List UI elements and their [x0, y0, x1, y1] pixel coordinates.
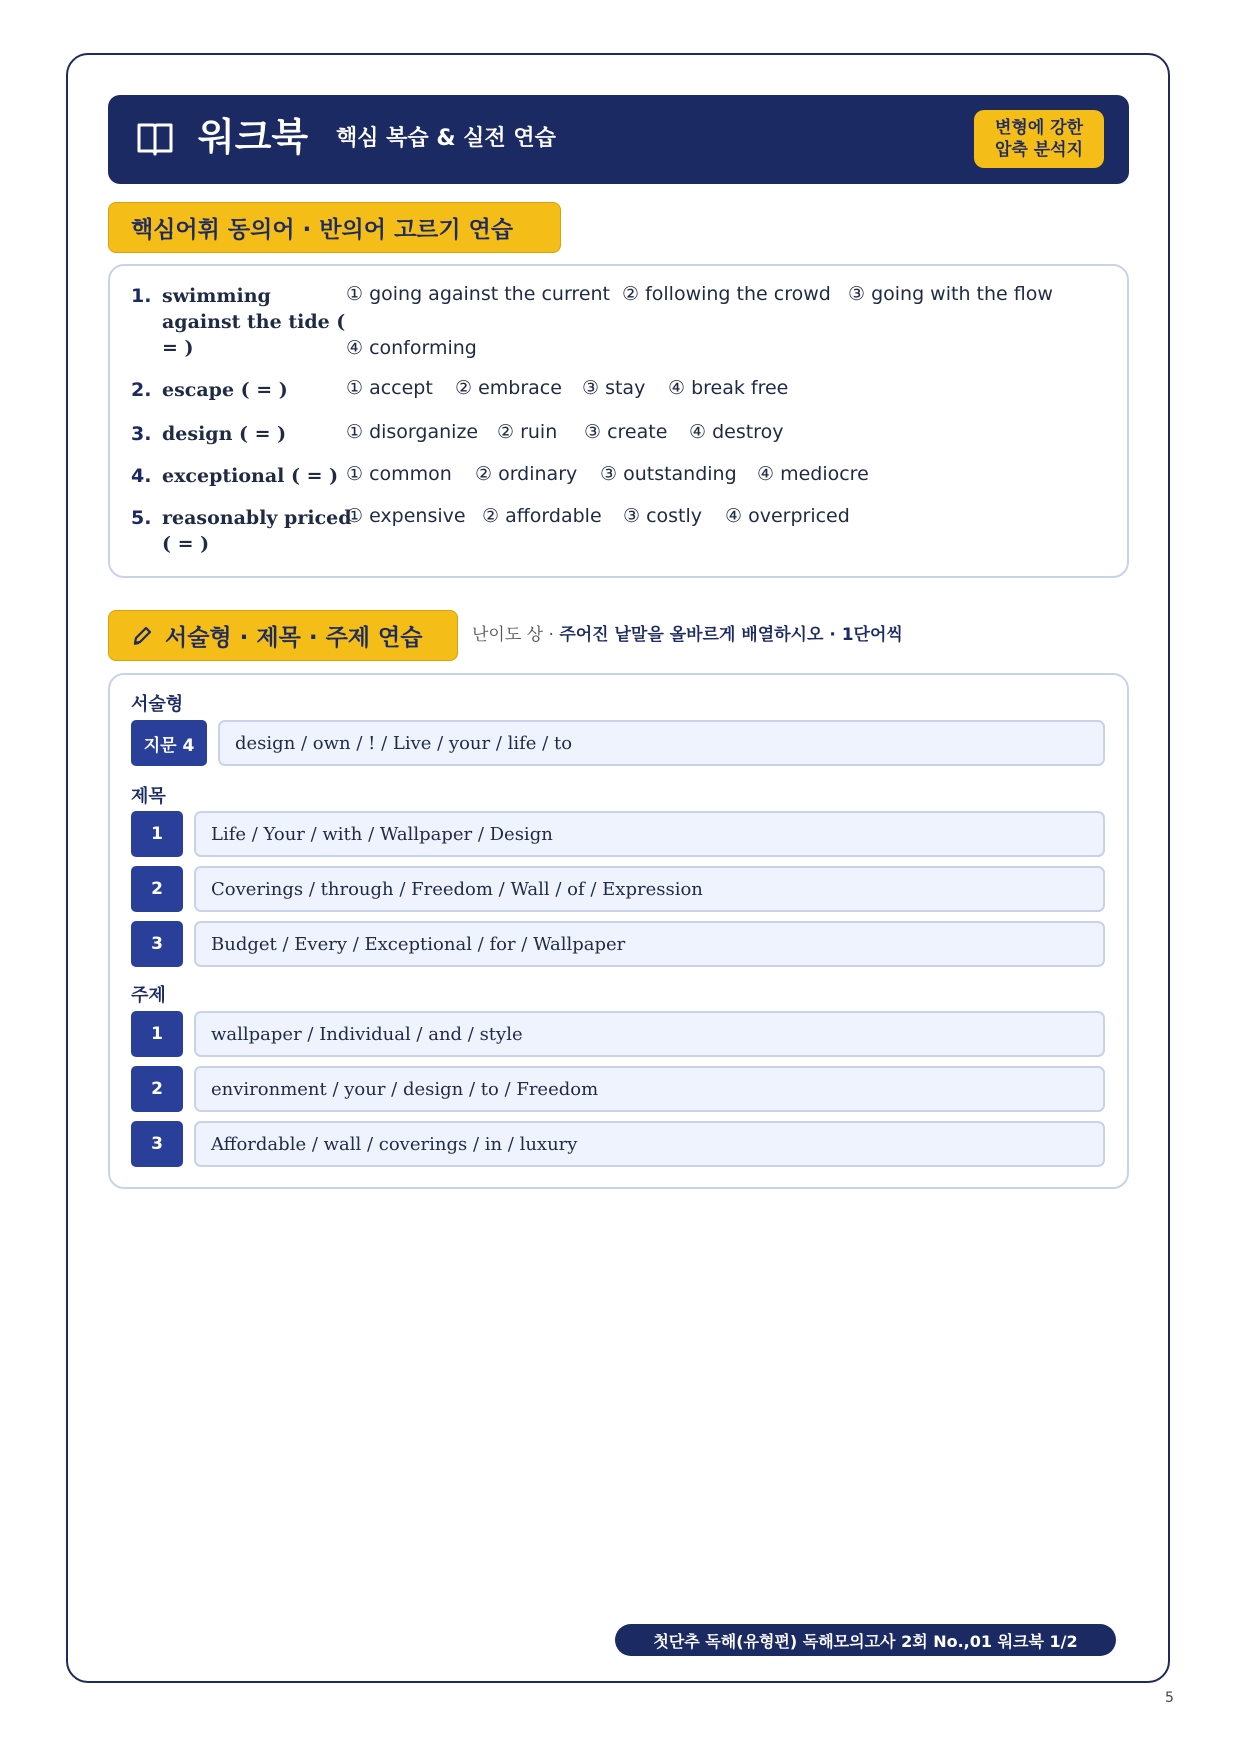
category-title-label: 제목 — [131, 786, 166, 807]
title-number: 3 — [131, 921, 183, 967]
question-word: design ( = ) — [162, 423, 287, 445]
option[interactable]: ③ going with the flow — [848, 283, 1053, 305]
option[interactable]: ① expensive — [346, 505, 466, 527]
question-word: reasonably priced ( = ) — [162, 507, 352, 555]
section-title-writing — [108, 610, 458, 661]
section-title-writing-text: 서술형 · 제목 · 주제 연습 — [165, 625, 423, 651]
page-subtitle: 핵심 복습 & 실전 연습 — [336, 126, 556, 151]
option[interactable]: ③ create — [584, 421, 668, 443]
title-answer-field[interactable]: Life / Your / with / Wallpaper / Design — [194, 811, 1105, 857]
option[interactable]: ① accept — [346, 377, 433, 399]
question-word: escape ( = ) — [162, 379, 288, 401]
section-title-vocab — [108, 202, 561, 253]
footer-label: 첫단추 독해(유형편) 독해모의고사 2회 No.,01 워크북 1/2 — [615, 1624, 1116, 1656]
option[interactable]: ③ costly — [623, 505, 703, 527]
question-number: 4. — [131, 465, 152, 487]
question-number: 5. — [131, 507, 152, 529]
topic-answer-field[interactable]: wallpaper / Individual / and / style — [194, 1011, 1105, 1057]
title-number: 1 — [131, 811, 183, 857]
badge-line-2: 압축 분석지 — [994, 140, 1084, 160]
essay-answer-field[interactable]: design / own / ! / Live / your / life / to — [218, 720, 1105, 766]
header-badge — [974, 110, 1104, 168]
page-title: 워크북 — [198, 115, 309, 159]
topic-answer-field[interactable]: Affordable / wall / coverings / in / luxury — [194, 1121, 1105, 1167]
category-essay-label: 서술형 — [131, 694, 184, 715]
question-number: 2. — [131, 379, 152, 401]
topic-number: 2 — [131, 1066, 183, 1112]
option[interactable]: ① going against the current — [346, 283, 610, 305]
topic-answer-field[interactable]: environment / your / design / to / Freedom — [194, 1066, 1105, 1112]
section-instruction — [472, 622, 903, 648]
option[interactable]: ④ mediocre — [757, 463, 869, 485]
option[interactable]: ③ outstanding — [600, 463, 737, 485]
option[interactable]: ② affordable — [482, 505, 602, 527]
title-answer-field[interactable]: Coverings / through / Freedom / Wall / of / Expression — [194, 866, 1105, 912]
topic-number: 3 — [131, 1121, 183, 1167]
option[interactable]: ③ stay — [582, 377, 646, 399]
book-icon — [136, 121, 174, 157]
instruction-text: 주어진 낱말을 올바르게 배열하시오 · 1단어씩 — [559, 625, 903, 645]
option[interactable]: ② embrace — [455, 377, 562, 399]
essay-tag: 지문 4 — [131, 720, 207, 766]
workbook-header — [108, 95, 1129, 184]
option[interactable]: ④ destroy — [689, 421, 784, 443]
difficulty-label: 난이도 상 · — [472, 625, 560, 645]
option[interactable]: ① disorganize — [346, 421, 479, 443]
question-number: 3. — [131, 423, 152, 445]
section-title-vocab-text: 핵심어휘 동의어 · 반의어 고르기 연습 — [131, 217, 514, 243]
option[interactable]: ④ conforming — [346, 337, 477, 359]
option[interactable]: ② ruin — [497, 421, 558, 443]
option[interactable]: ④ overpriced — [725, 505, 850, 527]
question-word: exceptional ( = ) — [162, 465, 339, 487]
option[interactable]: ② following the crowd — [622, 283, 831, 305]
option[interactable]: ① common — [346, 463, 452, 485]
title-number: 2 — [131, 866, 183, 912]
question-number: 1. — [131, 285, 152, 307]
option[interactable]: ② ordinary — [475, 463, 578, 485]
badge-line-1: 변형에 강한 — [994, 118, 1084, 138]
question-word: swimming against the tide ( = ) — [162, 285, 346, 359]
pencil-icon — [131, 625, 153, 647]
option[interactable]: ④ break free — [668, 377, 789, 399]
category-topic-label: 주제 — [131, 985, 166, 1006]
topic-number: 1 — [131, 1011, 183, 1057]
title-answer-field[interactable]: Budget / Every / Exceptional / for / Wallpaper — [194, 921, 1105, 967]
page-number: 5 — [1165, 1690, 1174, 1706]
